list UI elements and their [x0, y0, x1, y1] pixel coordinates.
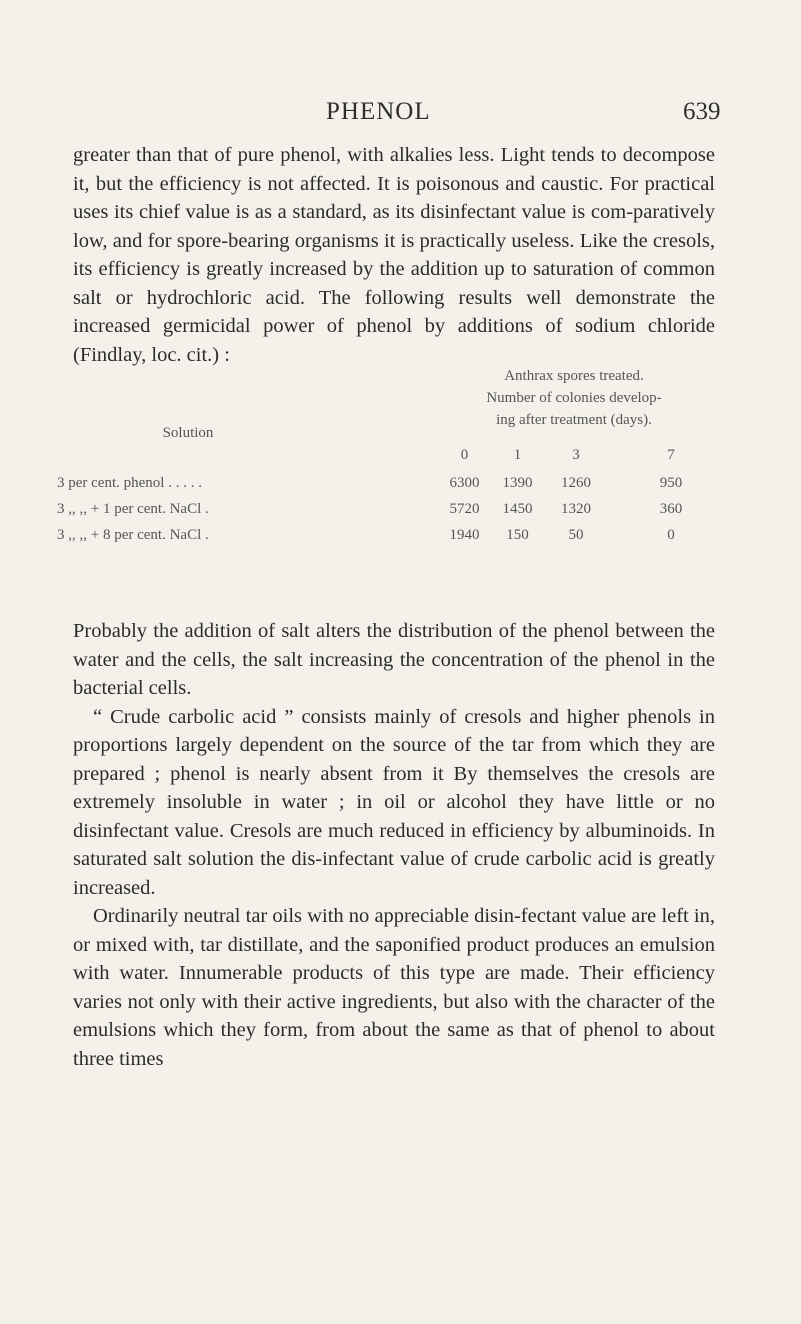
page-title: PHENOL — [326, 98, 431, 125]
paragraph-1-text: greater than that of pure phenol, with alkalies less. Light tends to decompose it, but the efficiency is not affected. It is poisonous and caustic. For practical uses its chief value is as a standard, as its disinfectant value is com-paratively low, and for spore-bearing organisms it is practically useless. Like the cresols, its efficiency is greatly increased by the addition up to saturation of common salt or hydrochloric acid. The following results well demonstrate the increased germicidal power of phenol by additions of sodium chloride (Findlay, loc. cit.) : — [73, 144, 715, 366]
results-table — [0, 365, 801, 595]
table-row-label: 3 ,, ,, + 1 per cent. NaCl . — [57, 501, 209, 517]
table-cell: 1320 — [561, 501, 591, 517]
table-heading-right — [424, 365, 724, 431]
table-cell: 0 — [667, 527, 675, 543]
paragraph-1 — [73, 141, 715, 369]
table-row-label: 3 per cent. phenol . . . . . — [57, 475, 202, 491]
table-cell: 1940 — [449, 527, 480, 543]
table-cell: 5720 — [449, 501, 480, 517]
page-number: 639 — [683, 98, 721, 125]
table-cell: 50 — [568, 527, 584, 543]
table-row — [0, 501, 801, 525]
table-row-label: 3 ,, ,, + 8 per cent. NaCl . — [57, 527, 209, 543]
table-cell: 360 — [659, 501, 683, 517]
table-cell: 150 — [506, 527, 529, 543]
paragraph-2: Probably the addition of salt alters the distribution of the phenol between the water and the cells, the salt increasing the concentration of the phenol in the bacterial cells. — [73, 620, 715, 699]
table-cell: 1450 — [502, 501, 533, 517]
table-heading-line: Number of colonies develop- — [486, 390, 662, 406]
table-cell: 1390 — [502, 475, 533, 491]
day-header: 0 — [460, 447, 469, 463]
day-header: 7 — [667, 447, 675, 463]
table-heading-line: Anthrax spores treated. — [504, 368, 644, 384]
table-cell: 6300 — [449, 475, 480, 491]
day-header: 1 — [513, 447, 522, 463]
table-heading-line: ing after treatment (days). — [496, 412, 652, 428]
table-cell: 950 — [659, 475, 683, 491]
day-header: 3 — [572, 447, 580, 463]
table-header-row — [0, 447, 801, 471]
table-row — [0, 527, 801, 551]
table-row — [0, 475, 801, 499]
table-cell: 1260 — [561, 475, 591, 491]
paragraph-3: “ Crude carbolic acid ” consists mainly of cresols and higher phenols in proportions largely dependent on the source of the tar from which they are prepared ; phenol is nearly absent from it By themselves the cresols are extremely insoluble in water ; in oil or alcohol they have little or no disinfectant value. Cresols are much reduced in efficiency by albuminoids. In saturated salt solution the dis-infectant value of crude carbolic acid is greatly increased. — [73, 705, 715, 899]
table-heading-left: Solution — [162, 425, 214, 441]
running-head — [0, 98, 801, 132]
paragraph-4: Ordinarily neutral tar oils with no appreciable disin-fectant value are left in, or mixed with, tar distillate, and the saponified product produces an emulsion with water. Innumerable products of this type are made. Their efficiency varies not only with their active ingredients, but also with the character of the emulsions which they form, from about the same as that of phenol to about three times — [73, 905, 715, 1070]
body-text-after-table — [73, 617, 715, 1073]
